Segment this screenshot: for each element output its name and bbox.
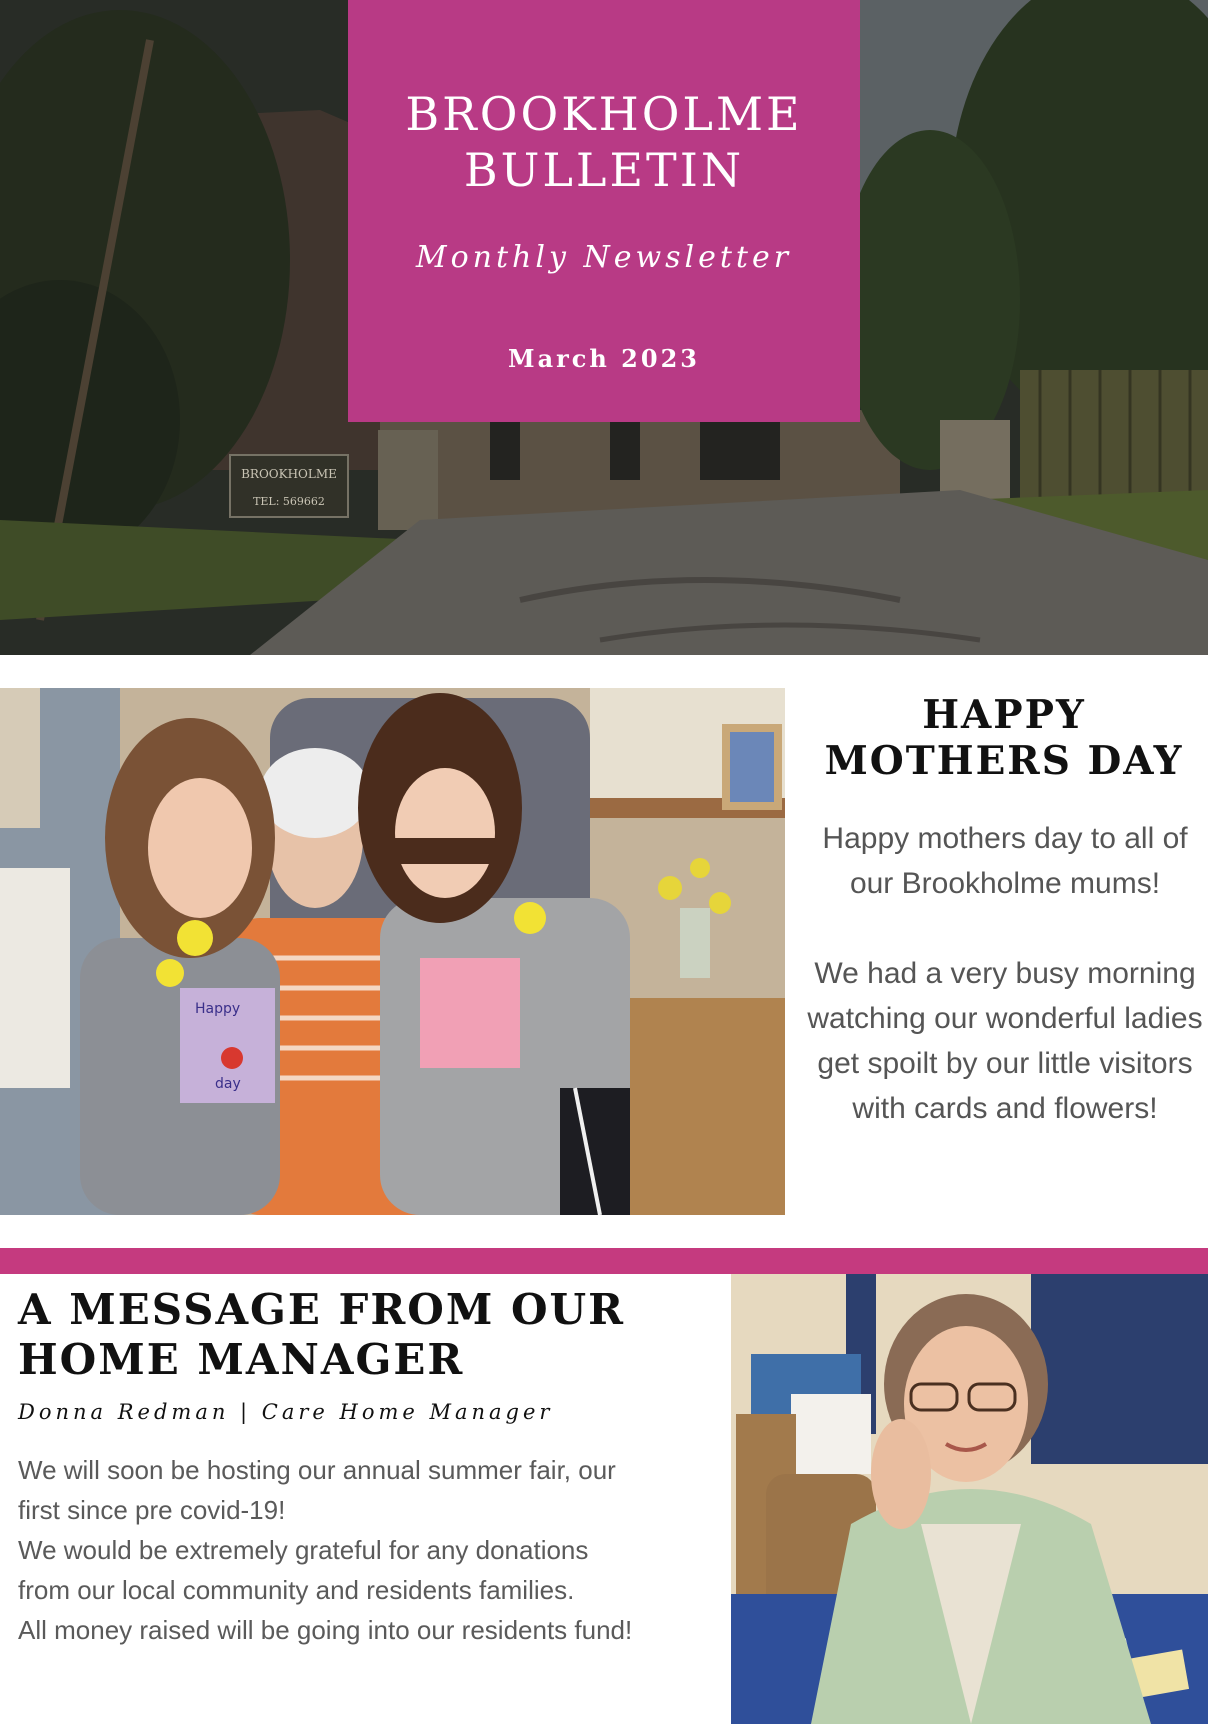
newsletter-subtitle: Monthly Newsletter	[415, 240, 793, 275]
newsletter-title	[348, 86, 860, 198]
mothers-day-photo	[0, 688, 785, 1215]
title-line-2: BULLETIN	[463, 143, 745, 197]
manager-heading-line-2: HOME MANAGER	[18, 1335, 465, 1384]
mothers-day-body	[805, 816, 1205, 1131]
mothers-day-heading-line-1: HAPPY	[922, 692, 1086, 738]
card-text-happy: Happy	[195, 1001, 241, 1017]
title-line-1: BROOKHOLME	[405, 87, 803, 141]
manager-message-line: We would be extremely grateful for any donations	[18, 1535, 589, 1565]
mothers-day-illustration	[0, 688, 785, 1215]
manager-message-line: All money raised will be going into our residents fund!	[18, 1615, 633, 1645]
sign-phone: TEL: 569662	[253, 495, 325, 508]
mothers-day-heading-line-2: MOTHERS DAY	[824, 738, 1184, 784]
sign-name: BROOKHOLME	[241, 467, 337, 481]
card-text-day: day	[215, 1076, 241, 1092]
resident-photo	[731, 1274, 1208, 1724]
resident-illustration	[731, 1274, 1208, 1724]
section-divider-bar	[0, 1248, 1208, 1274]
manager-message-line: from our local community and residents families.	[18, 1575, 575, 1605]
hero-banner	[0, 0, 1208, 655]
mothers-day-heading	[800, 692, 1208, 784]
title-box	[348, 0, 860, 422]
manager-byline: Donna Redman | Care Home Manager	[18, 1400, 554, 1424]
manager-heading-line-1: A MESSAGE FROM OUR	[18, 1285, 626, 1334]
manager-message	[18, 1450, 718, 1650]
mothers-day-paragraph-2: We had a very busy morning watching our wonderful ladies get spoilt by our little visitors with cards and flowers!	[807, 957, 1203, 1125]
mothers-day-paragraph-1: Happy mothers day to all of our Brookholme mums!	[822, 822, 1188, 900]
manager-heading	[18, 1285, 718, 1385]
manager-message-line: first since pre covid-19!	[18, 1495, 286, 1525]
manager-message-line: We will soon be hosting our annual summer fair, our	[18, 1455, 616, 1485]
newsletter-date: March 2023	[508, 344, 700, 373]
